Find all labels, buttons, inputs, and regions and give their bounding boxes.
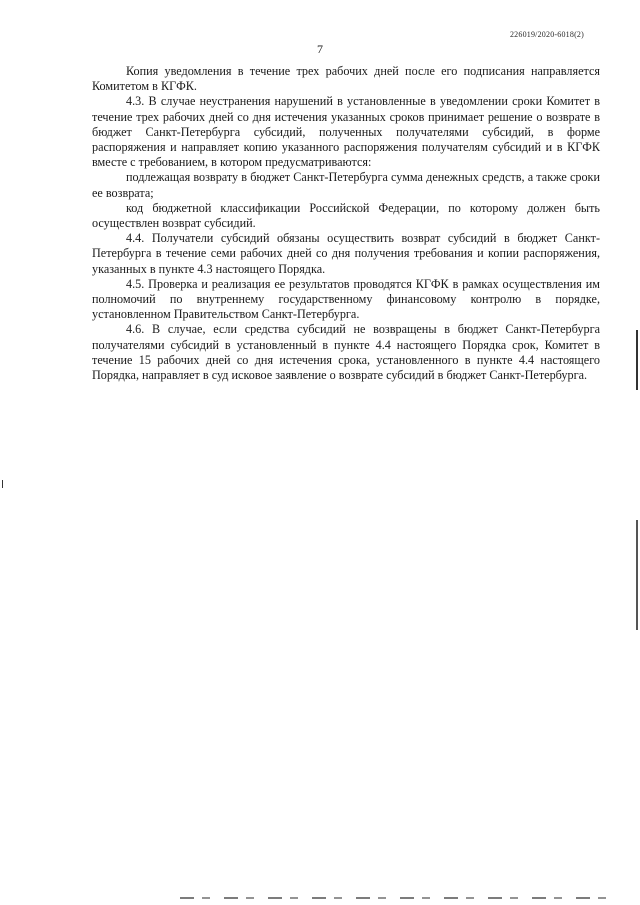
paragraph-4-4: 4.4. Получатели субсидий обязаны осуществить возврат субсидий в бюджет Санкт-Петербурга в течение семи рабочих дней со дня получения требования и копии распоряжения, указанных в пункте 4.3 настоящего Порядка. bbox=[92, 231, 600, 276]
scan-edge-mark bbox=[636, 520, 638, 630]
document-id: 226019/2020-6018(2) bbox=[509, 30, 584, 39]
scan-edge-mark bbox=[636, 330, 638, 390]
paragraph-4-3: 4.3. В случае неустранения нарушений в установленные в уведомлении сроки Комитет в течение трех рабочих дней со дня истечения указанных сроков принимает решение о возврате в бюджет Санкт-Петербурга субсидий, полученных получателями субсидий, в форме распоряжения и направляет копию указанного распоряжения получателям субсидий и в КГФК вместе с требованием, в котором предусматриваются: bbox=[92, 94, 600, 170]
paragraph-4-5: 4.5. Проверка и реализация ее результатов проводятся КГФК в рамках осуществления им полномочий по внутреннему государственному финансовому контролю в порядке, установленном Правительством Санкт-Петербурга. bbox=[92, 276, 600, 322]
document-body bbox=[92, 64, 600, 383]
paragraph-budget-code: код бюджетной классификации Российской Федерации, по которому должен быть осуществлен возврат субсидий. bbox=[92, 200, 600, 231]
paragraph-amount-to-return: подлежащая возврату в бюджет Санкт-Петербурга сумма денежных средств, а также сроки ее возврата; bbox=[92, 170, 600, 200]
paragraph-4-6: 4.6. В случае, если средства субсидий не возвращены в бюджет Санкт-Петербурга получателями субсидий в установленный в пункте 4.4 настоящего Порядка срок, Комитет в течение 15 рабочих дней со дня истечения срока, установленного в пункте 4.4 настоящего Порядка, направляет в суд исковое заявление о возврате субсидий в бюджет Санкт-Петербурга. bbox=[92, 322, 600, 383]
scan-bottom-artifact bbox=[180, 897, 620, 899]
scan-edge-mark bbox=[2, 480, 3, 488]
paragraph-notification-copy: Копия уведомления в течение трех рабочих дней после его подписания направляется Комитетом в КГФК. bbox=[92, 64, 600, 94]
page-number: 7 bbox=[317, 42, 323, 56]
